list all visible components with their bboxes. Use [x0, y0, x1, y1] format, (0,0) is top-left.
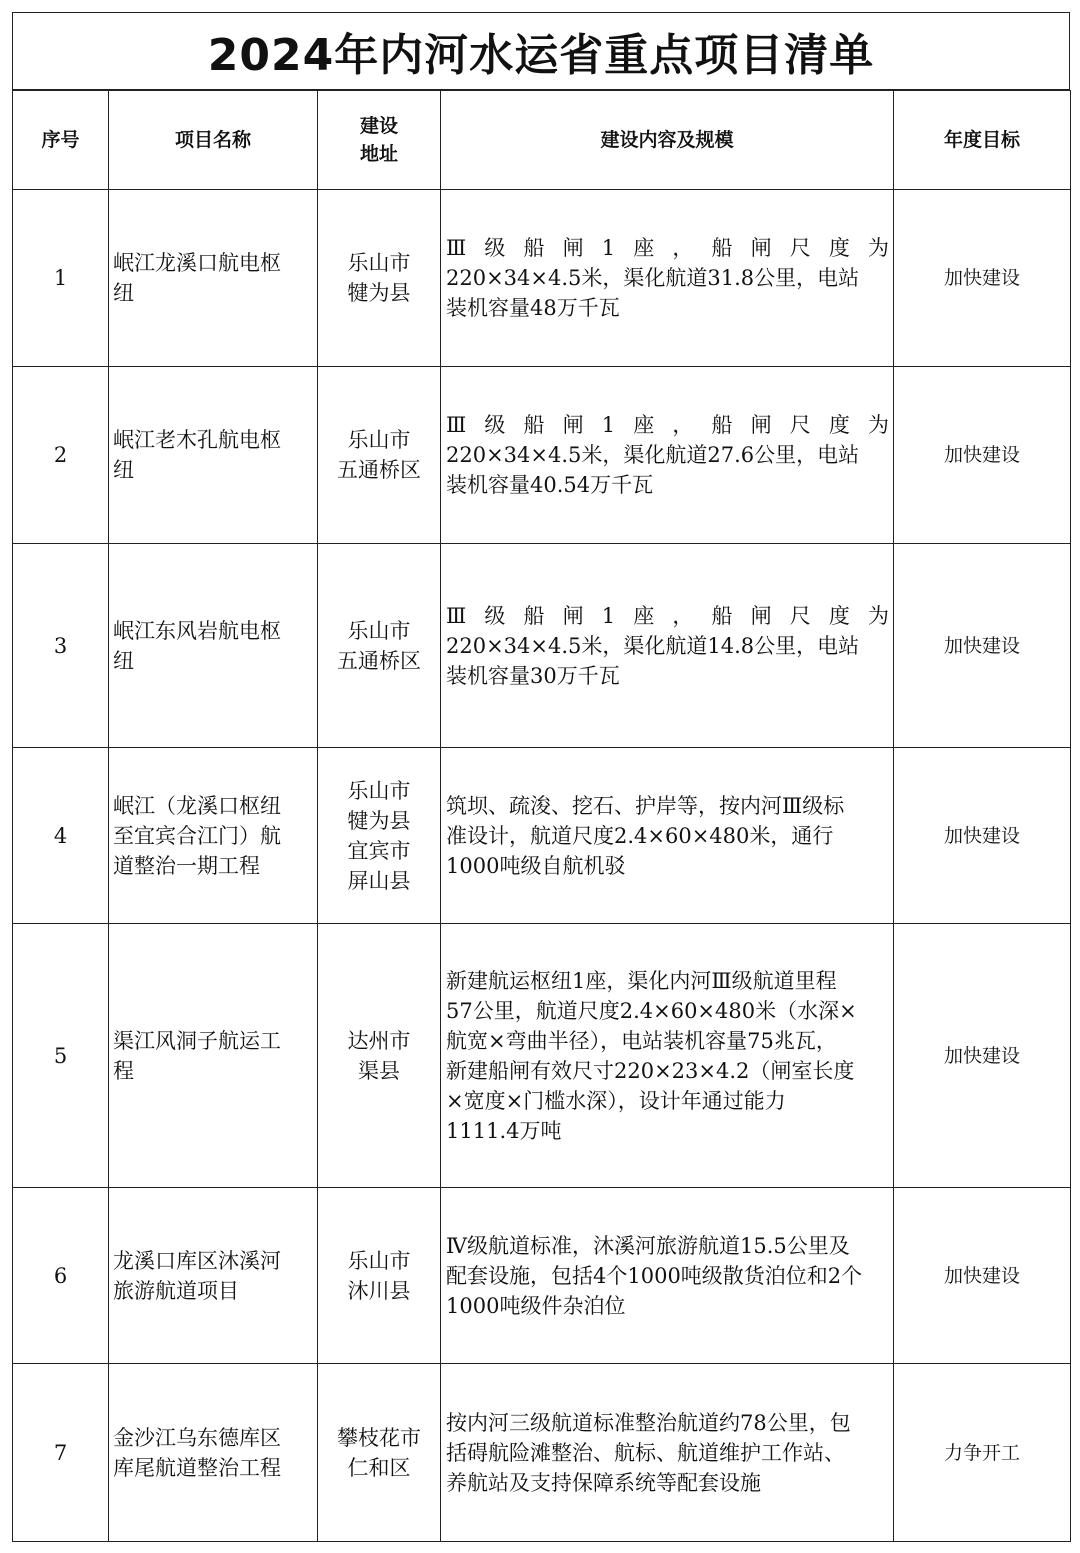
row-content: [441, 1188, 894, 1364]
row-content-line1: Ⅲ级船闸1座，船闸尺度为: [446, 413, 889, 437]
row-content-line1: Ⅲ级船闸1座，船闸尺度为: [446, 236, 889, 260]
row-goal: 加快建设: [894, 367, 1071, 544]
header-goal: 年度目标: [894, 91, 1071, 190]
document-title: 2024年内河水运省重点项目清单: [12, 12, 1070, 90]
row-location: 乐山市 五通桥区: [318, 544, 441, 748]
document-sheet: [12, 12, 1070, 1542]
row-goal: 加快建设: [894, 544, 1071, 748]
table-row: [13, 1188, 1071, 1364]
row-content-rest: 220×34×4.5米，渠化航道27.6公里，电站 装机容量40.54万千瓦: [446, 443, 860, 497]
table-header-row: [13, 91, 1071, 190]
row-content-rest: 按内河三级航道标准整治航道约78公里，包 括碍航险滩整治、航标、航道维护工作站、 养航站及支持保障系统等配套设施: [446, 1410, 851, 1495]
header-content: 建设内容及规模: [441, 91, 894, 190]
row-goal: 加快建设: [894, 924, 1071, 1188]
row-seq: 2: [13, 367, 109, 544]
row-name: 岷江龙溪口航电枢 纽: [109, 190, 318, 367]
row-seq: 4: [13, 748, 109, 924]
row-goal: 力争开工: [894, 1364, 1071, 1542]
row-goal: 加快建设: [894, 748, 1071, 924]
row-content: [441, 1364, 894, 1542]
row-content-rest: 220×34×4.5米，渠化航道14.8公里，电站 装机容量30万千瓦: [446, 633, 860, 688]
table-row: [13, 190, 1071, 367]
row-location: 乐山市 沐川县: [318, 1188, 441, 1364]
row-content: [441, 924, 894, 1188]
table-row: [13, 544, 1071, 748]
row-location: 达州市 渠县: [318, 924, 441, 1188]
row-content-rest: 筑坝、疏浚、挖石、护岸等，按内河Ⅲ级标 准设计，航道尺度2.4×60×480米，通行 1000吨级自航机驳: [446, 793, 845, 878]
row-location: 乐山市 犍为县 宜宾市 屏山县: [318, 748, 441, 924]
row-content: [441, 544, 894, 748]
row-content-rest: 220×34×4.5米，渠化航道31.8公里，电站 装机容量48万千瓦: [446, 266, 860, 320]
row-location: 攀枝花市 仁和区: [318, 1364, 441, 1542]
row-content-rest: 新建航运枢纽1座，渠化内河Ⅲ级航道里程 57公里，航道尺度2.4×60×480米（水深× 航宽×弯曲半径），电站装机容量75兆瓦， 新建船闸有效尺寸220×23×4.2（闸室长度 ×宽度×门槛水深），设计年通过能力 1111.4万吨: [446, 968, 857, 1143]
header-seq: 序号: [13, 91, 109, 190]
header-name: 项目名称: [109, 91, 318, 190]
row-location: 乐山市 犍为县: [318, 190, 441, 367]
table-row: [13, 1364, 1071, 1542]
header-location: 建设 地址: [318, 91, 441, 190]
row-location: 乐山市 五通桥区: [318, 367, 441, 544]
row-seq: 7: [13, 1364, 109, 1542]
row-seq: 1: [13, 190, 109, 367]
table-row: [13, 748, 1071, 924]
row-seq: 3: [13, 544, 109, 748]
project-table: [12, 90, 1071, 1542]
row-content: [441, 190, 894, 367]
row-goal: 加快建设: [894, 190, 1071, 367]
row-name: 龙溪口库区沐溪河 旅游航道项目: [109, 1188, 318, 1364]
row-name: 渠江风洞子航运工 程: [109, 924, 318, 1188]
row-content: [441, 367, 894, 544]
row-seq: 6: [13, 1188, 109, 1364]
row-name: 岷江（龙溪口枢纽 至宜宾合江门）航 道整治一期工程: [109, 748, 318, 924]
row-name: 岷江老木孔航电枢 纽: [109, 367, 318, 544]
table-row: [13, 924, 1071, 1188]
table-row: [13, 367, 1071, 544]
row-seq: 5: [13, 924, 109, 1188]
row-name: 岷江东风岩航电枢 纽: [109, 544, 318, 748]
row-content-rest: Ⅳ级航道标准，沐溪河旅游航道15.5公里及 配套设施，包括4个1000吨级散货泊位和2个 1000吨级件杂泊位: [446, 1233, 863, 1318]
row-content-line1: Ⅲ级船闸1座，船闸尺度为: [446, 603, 889, 628]
row-content: [441, 748, 894, 924]
row-name: 金沙江乌东德库区 库尾航道整治工程: [109, 1364, 318, 1542]
row-goal: 加快建设: [894, 1188, 1071, 1364]
